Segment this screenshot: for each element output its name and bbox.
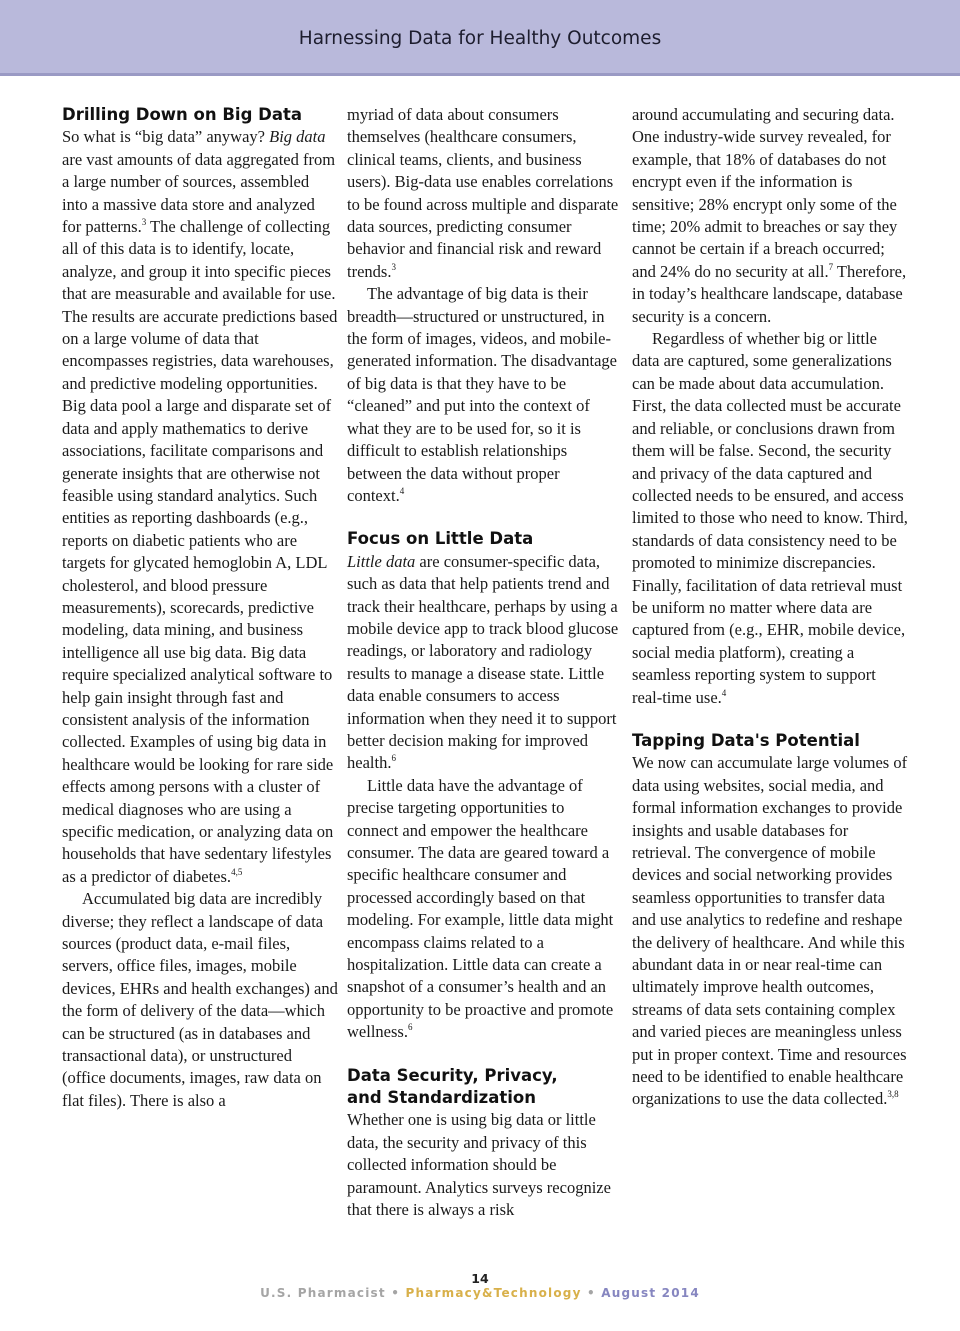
paragraph-accumulated-big-data: Accumulated big data are incredibly diverse; they reflect a landscape of data sources (product data, e-mail files, servers, office files, images, mobile devices, EHRs and health exchanges) and the form of delivery of the data—which can be structured (as in databases and transactional data), or unstructured (office documents, images, raw data on flat files). There is also a xyxy=(62,889,338,1110)
header-band xyxy=(0,0,960,76)
paragraph-little-data-advantage: Little data have the advantage of precise targeting opportunities to connect and empower the healthcare consumer. The data are geared toward a specific healthcare consumer and processed accordingly based on that modeling. For example, little data might encompass claims related to a hospitalization. Little data can create a snapshot of a consumer’s health and an opportunity to be proactive and promote wellness.$^6$ xyxy=(347,775,614,1042)
heading-tapping-potential: Tapping Data's Potential xyxy=(632,730,860,750)
heading-little-data: Focus on Little Data xyxy=(347,529,534,549)
footer-section: Pharmacy&Technology xyxy=(405,1286,582,1300)
footer-bullet: • xyxy=(391,1286,401,1300)
paragraph-generalizations: Regardless of whether big or little data are captured, some generalizations can be made about data accumulation. First, the data collected must be accurate and reliable, or conclusions drawn from them will be false. Second, the security and privacy of the data captured and collected needs to be ensured, and access limited to those who need to know. Third, standards of data consistency need to be promoted to minimize discrepancies. Finally, facilitation of data retrieval must be uniform no matter where data are captured from (e.g., EHR, mobile device, social media platform), creating a seamless reporting system to support real-time use.$^4$ xyxy=(632,329,908,707)
paragraph-consumer-data: myriad of data about consumers themselves (healthcare consumers, clinical teams, clients, and business users). Big-data use enables correlations to be found across multiple and disparate data sources, predicting consumer behavior and financial risk and reward trends.$^3$ xyxy=(347,105,619,281)
heading-drilling-down: Drilling Down on Big Data xyxy=(62,105,302,124)
paragraph-little-data-definition: Little data are consumer-specific data, such as data that help patients trend and track their healthcare, perhaps by using a mobile device app to track blood glucose readings, or laboratory and radiology results to manage a disease state. Little data enable consumers to access information when they need it to support better decision making for improved health.$^6$ xyxy=(347,551,619,773)
footer-publication: U.S. Pharmacist xyxy=(260,1286,386,1300)
paragraph-tapping-potential: We now can accumulate large volumes of data using websites, social media, and formal information exchanges to provide insights and usable databases for retrieval. The convergence of mobile devices and social networking provides seamless opportunities to transfer data and use analytics to redefine and reshape the delivery of healthcare. And while this abundant data in or near real-time can ultimately improve health outcomes, streams of data sets containing complex and varied pieces are meaningless unless put in proper context. Time and resources need to be identified to enable healthcare organizations to use the data collected.$^{3,8}$ xyxy=(632,753,908,1109)
footer-bullet: • xyxy=(587,1286,596,1300)
footer-date: August 2014 xyxy=(601,1286,700,1300)
page-number: 14 xyxy=(471,1271,489,1286)
column-2 xyxy=(347,104,619,1222)
paragraph-big-data-advantage: The advantage of big data is their breadth—structured or unstructured, in the form of images, videos, and mobile-generated information. The disadvantage of big data is that they have to be “cleaned” and put into the context of what they are to be used for, so it is difficult to establish relationships between the data without proper context.$^4$ xyxy=(347,284,618,505)
column-1 xyxy=(62,104,338,1112)
heading-data-security: Data Security, Privacy, and Standardization xyxy=(347,1065,558,1108)
paragraph-security-survey: around accumulating and securing data. One industry-wide survey revealed, for example, that 18% of databases do not encrypt even if the information is sensitive; 28% encrypt only some of the time; 20% admit to breaches or say they cannot be certain if a breach occurred; and 24% do no security at all.$^7$ Therefore, in today’s healthcare landscape, database security is a concern. xyxy=(632,105,907,326)
running-header-title: Harnessing Data for Healthy Outcomes xyxy=(298,28,662,49)
column-3 xyxy=(632,104,908,1111)
paragraph-security-privacy: Whether one is using big data or little data, the security and privacy of this collected information should be paramount. Analytics surveys recognize that there is always a risk xyxy=(347,1110,611,1220)
paragraph-big-data-definition: So what is “big data” anyway? Big data are vast amounts of data aggregated from a large number of sources, assembled into a massive data store and analyzed for patterns.$^3$ The challenge of collecting all of this data is to identify, locate, analyze, and group it into specific pieces that are measurable and available for use. The results are accurate predictions based on a large volume of data that encompasses registries, data warehouses, and predictive modeling opportunities. Big data pool a large and disparate set of data and apply mathematics to derive associations, facilitate comparisons and generate insights that are otherwise not feasible using standard analytics. Such entities as reporting dashboards (e.g., reports on diabetic patients who are targets for glycated hemoglobin A, LDL cholesterol, and blood pressure measurements), scorecards, predictive modeling, data mining, and business intelligence all use big data. Big data require specialized analytical software to help gain insight through fast and consistent analysis of the information collected. Examples of using big data in healthcare would be looking for rare side effects among persons with a cluster of medical diagnoses who are using a specific medication, or analyzing data on households that have sedentary lifestyles as a predictor of diabetes.$^{4,5}$ xyxy=(62,127,338,886)
footer-line xyxy=(0,1286,960,1300)
